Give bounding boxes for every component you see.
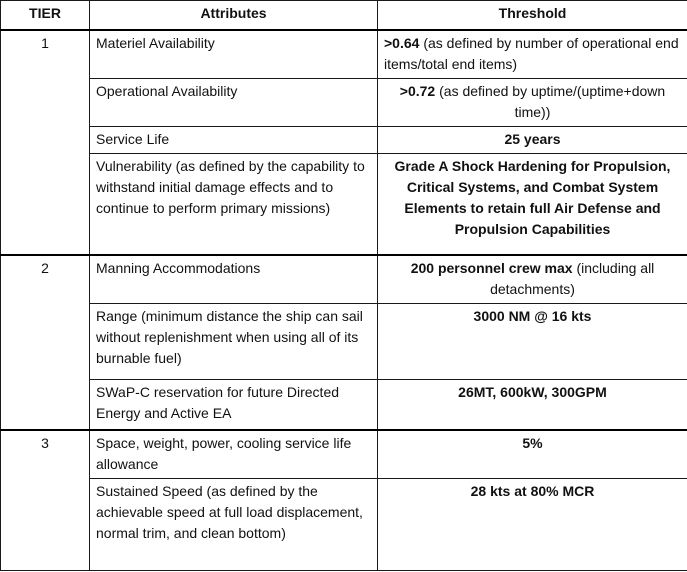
table-row [1, 304, 687, 380]
threshold-note: (as defined by uptime/(uptime+down time)) [435, 82, 666, 120]
header-attributes: Attributes [90, 1, 378, 30]
threshold-cell [378, 255, 687, 304]
attribute-cell: Vulnerability (as defined by the capability to withstand initial damage effects and to continue to perform primary missions) [90, 153, 378, 255]
threshold-cell [378, 380, 687, 430]
table-row [1, 126, 687, 153]
tier-cell: 3 [1, 430, 90, 571]
threshold-value: 26MT, 600kW, 300GPM [458, 384, 607, 400]
attribute-cell: SWaP-C reservation for future Directed Energy and Active EA [90, 380, 378, 430]
header-row [1, 1, 687, 30]
attribute-cell: Manning Accommodations [90, 255, 378, 304]
attribute-cell: Materiel Availability [90, 30, 378, 79]
threshold-note: (as defined by number of operational end items/total end items) [384, 34, 679, 72]
threshold-value: 28 kts at 80% MCR [470, 482, 595, 499]
attribute-cell: Space, weight, power, cooling service life allowance [90, 430, 378, 479]
threshold-value: Grade A Shock Hardening for Propulsion, Critical Systems, and Combat System Elements to retain full Air Defense and Propulsion Capabilities [394, 157, 671, 237]
threshold-value: 25 years [504, 130, 561, 147]
attribute-cell: Sustained Speed (as defined by the achievable speed at full load displacement, normal trim, and clean bottom) [90, 478, 378, 570]
threshold-cell [378, 430, 687, 479]
header-tier: TIER [1, 1, 90, 30]
threshold-cell [378, 30, 687, 79]
tier-cell: 2 [1, 255, 90, 430]
threshold-value: 5% [522, 434, 543, 451]
table-row [1, 478, 687, 570]
threshold-cell [378, 126, 687, 153]
threshold-cell [378, 478, 687, 570]
threshold-cell [378, 153, 687, 255]
threshold-value: >0.64 [384, 34, 420, 51]
table-row [1, 153, 687, 255]
table-row [1, 255, 687, 304]
table-row [1, 78, 687, 126]
threshold-cell [378, 78, 687, 126]
threshold-cell [378, 304, 687, 380]
header-threshold: Threshold [378, 1, 687, 30]
table-row [1, 430, 687, 479]
threshold-value: >0.72 [399, 82, 436, 99]
threshold-value: 3000 NM @ 16 kts [473, 308, 592, 324]
threshold-value: 200 personnel crew max [410, 260, 573, 276]
attribute-cell: Operational Availability [90, 78, 378, 126]
threshold-note: (including all detachments) [490, 260, 655, 297]
table-row [1, 380, 687, 430]
table-row [1, 30, 687, 79]
attribute-cell: Service Life [90, 126, 378, 153]
attribute-cell: Range (minimum distance the ship can sail without replenishment when using all of its burnable fuel) [90, 304, 378, 380]
tier-cell: 1 [1, 30, 90, 256]
